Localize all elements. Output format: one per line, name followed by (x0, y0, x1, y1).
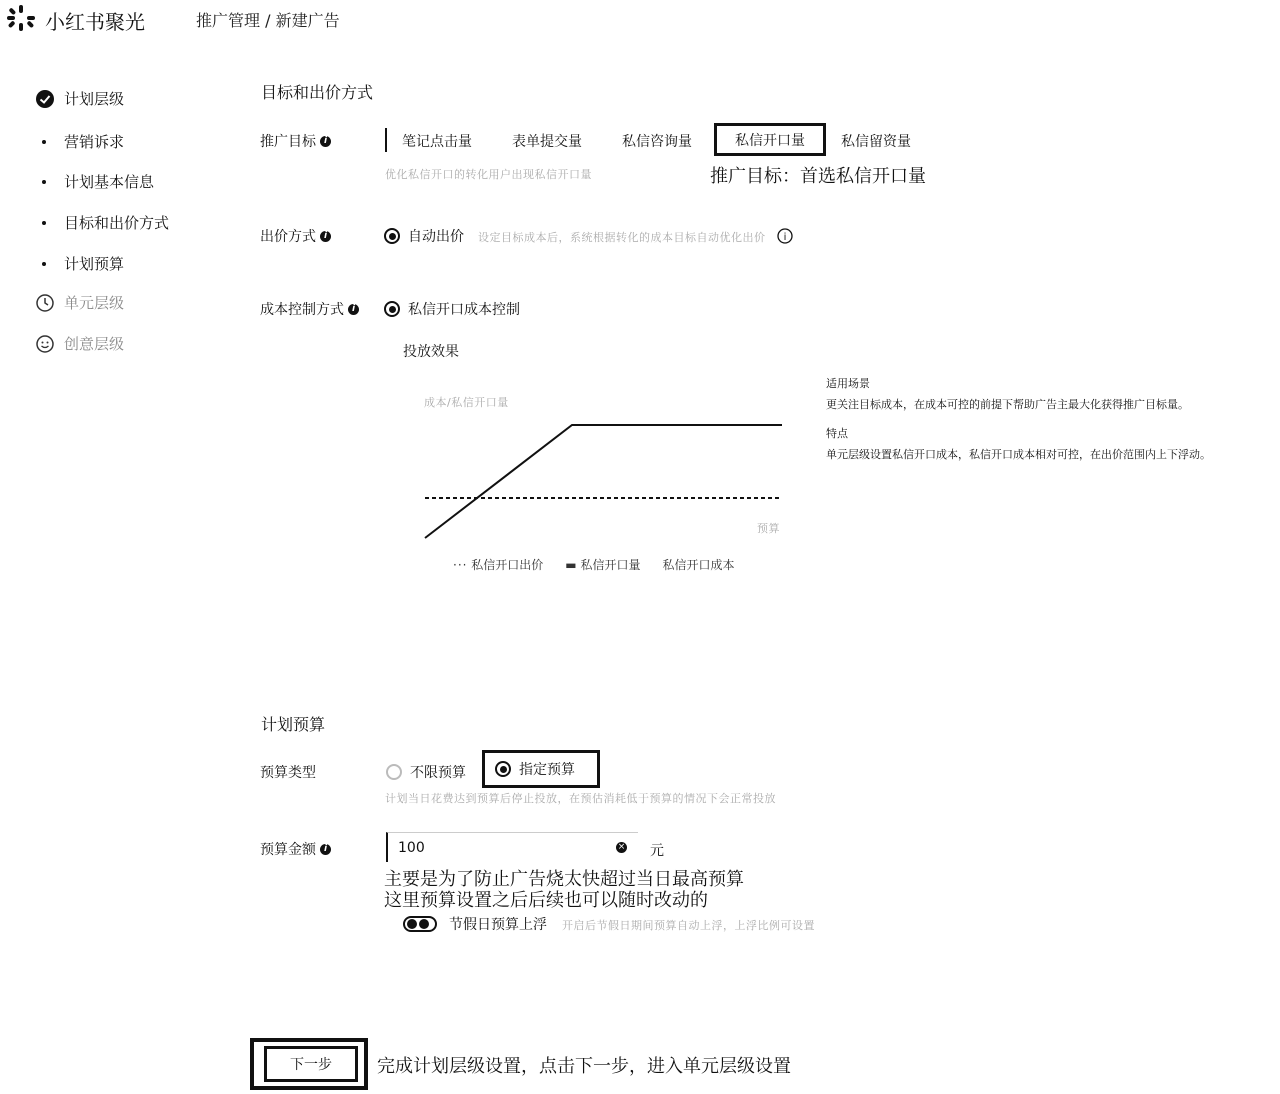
sidebar-item-goal-bid[interactable] (36, 212, 169, 233)
effect-title: 投放效果 (403, 344, 459, 360)
effect-legend (453, 556, 735, 573)
bullet-icon (42, 180, 46, 184)
scene-title: 适用场景 (826, 377, 870, 390)
cost-option-label: 私信开口成本控制 (408, 302, 520, 318)
holiday-hint: 开启后节假日期间预算自动上浮，上浮比例可设置 (562, 919, 815, 932)
sidebar-item-basic-info[interactable] (36, 171, 154, 192)
effect-x-label: 预算 (757, 522, 780, 535)
sidebar-item-marketing[interactable] (36, 131, 124, 152)
goal-tabs-divider (385, 128, 387, 152)
next-button[interactable]: 下一步 (264, 1046, 358, 1082)
info-icon[interactable]: i (348, 304, 359, 315)
budget-specified-radio[interactable] (482, 750, 600, 788)
sidebar-item-label: 计划预算 (64, 255, 125, 273)
bullet-icon (42, 140, 46, 144)
legend-label: 私信开口成本 (662, 558, 735, 572)
section-title-budget: 计划预算 (261, 715, 326, 734)
footer-annotation: 完成计划层级设置，点击下一步，进入单元层级设置 (377, 1056, 791, 1077)
cost-control-radio[interactable] (384, 299, 520, 319)
info-icon[interactable]: i (320, 844, 331, 855)
radio-checked-icon (384, 228, 400, 244)
section-title-goal: 目标和出价方式 (261, 83, 374, 102)
sidebar-item-label: 计划层级 (64, 90, 125, 108)
tab-note-clicks[interactable]: 笔记点击量 (402, 134, 472, 150)
sidebar-item-unit-level[interactable] (36, 292, 124, 313)
legend-item-cost (662, 556, 734, 573)
legend-item-bid (453, 556, 543, 573)
budget-amount-label (260, 839, 331, 859)
toggle-knob-icon (407, 919, 417, 929)
logo-icon (6, 4, 36, 32)
clock-circle-icon (36, 294, 54, 312)
budget-type-hint: 计划当日花费达到预算后停止投放，在预估消耗低于预算的情况下会正常投放 (385, 792, 776, 805)
breadcrumb[interactable]: 推广管理 / 新建广告 (196, 11, 340, 30)
sidebar-item-label: 计划基本信息 (64, 173, 155, 191)
budget-amount-value[interactable]: 100 (398, 839, 425, 856)
radio-unchecked-icon (386, 764, 402, 780)
goal-hint: 优化私信开口的转化用户出现私信开口量 (385, 168, 592, 181)
tab-dm-openings-selected[interactable]: 私信开口量 (714, 123, 826, 156)
dm-volume-line (425, 425, 782, 538)
holiday-label: 节假日预算上浮 (449, 917, 547, 933)
cost-control-label (260, 299, 359, 319)
effect-y-label: 成本/私信开口量 (424, 396, 509, 409)
budget-type-label: 预算类型 (260, 765, 316, 781)
budget-amount-input[interactable] (386, 832, 638, 862)
effect-notes (826, 373, 1216, 465)
goal-annotation: 推广目标：首选私信开口量 (710, 166, 926, 187)
holiday-toggle[interactable] (403, 916, 437, 932)
radio-checked-icon (384, 301, 400, 317)
sidebar-item-label: 单元层级 (64, 294, 125, 312)
sidebar-item-budget[interactable] (36, 253, 124, 274)
amount-label-text: 预算金额 (260, 842, 316, 858)
effect-diagram (420, 410, 790, 550)
bid-label (260, 226, 331, 246)
dotted-line-icon: ··· (453, 558, 468, 572)
info-icon[interactable]: i (320, 136, 331, 147)
sidebar-item-plan-level[interactable] (36, 88, 124, 109)
budget-option-label: 指定预算 (519, 762, 575, 778)
budget-unit: 元 (650, 843, 664, 859)
goal-label-text: 推广目标 (260, 134, 316, 150)
clear-input-icon[interactable]: × (617, 842, 626, 852)
feature-title: 特点 (826, 427, 848, 440)
bullet-icon (42, 262, 46, 266)
logo-text: 小红书聚光 (45, 10, 145, 34)
bullet-icon (42, 221, 46, 225)
question-circle-icon[interactable] (777, 228, 793, 244)
feature-text: 单元层级设置私信开口成本，私信开口成本相对可控，在出价范围内上下浮动。 (826, 448, 1211, 461)
goal-label (260, 131, 331, 151)
svg-text:i: i (783, 232, 787, 243)
bid-option-label: 自动出价 (408, 229, 464, 245)
legend-label: 私信开口量 (580, 558, 641, 572)
scene-text: 更关注目标成本，在成本可控的前提下帮助广告主最大化获得推广目标量。 (826, 398, 1189, 411)
check-circle-icon (36, 90, 54, 108)
radio-checked-icon (495, 761, 511, 777)
tab-dm-inquiries[interactable]: 私信咨询量 (622, 134, 692, 150)
cost-label-text: 成本控制方式 (260, 302, 344, 318)
budget-annotation-1: 主要是为了防止广告烧太快超过当日最高预算 (384, 869, 744, 890)
budget-option-label: 不限预算 (410, 765, 466, 781)
sidebar-item-creative-level[interactable] (36, 333, 124, 354)
legend-label: 私信开口出价 (471, 558, 544, 572)
info-icon[interactable]: i (320, 231, 331, 242)
budget-annotation-2: 这里预算设置之后后续也可以随时改动的 (384, 890, 708, 911)
solid-line-icon: ▬ (565, 558, 577, 572)
sidebar-item-label: 目标和出价方式 (64, 214, 170, 232)
legend-item-volume (565, 556, 640, 573)
bid-hint: 设定目标成本后，系统根据转化的成本目标自动优化出价 (478, 231, 766, 244)
tab-dm-leads[interactable]: 私信留资量 (841, 134, 911, 150)
smile-circle-icon (36, 335, 54, 353)
budget-unlimited-radio[interactable] (386, 762, 466, 782)
sidebar-item-label: 创意层级 (64, 335, 125, 353)
toggle-knob-icon (419, 919, 429, 929)
tab-form-submits[interactable]: 表单提交量 (512, 134, 582, 150)
bid-label-text: 出价方式 (260, 229, 316, 245)
sidebar-item-label: 营销诉求 (64, 133, 125, 151)
bid-auto-radio[interactable] (384, 226, 464, 246)
